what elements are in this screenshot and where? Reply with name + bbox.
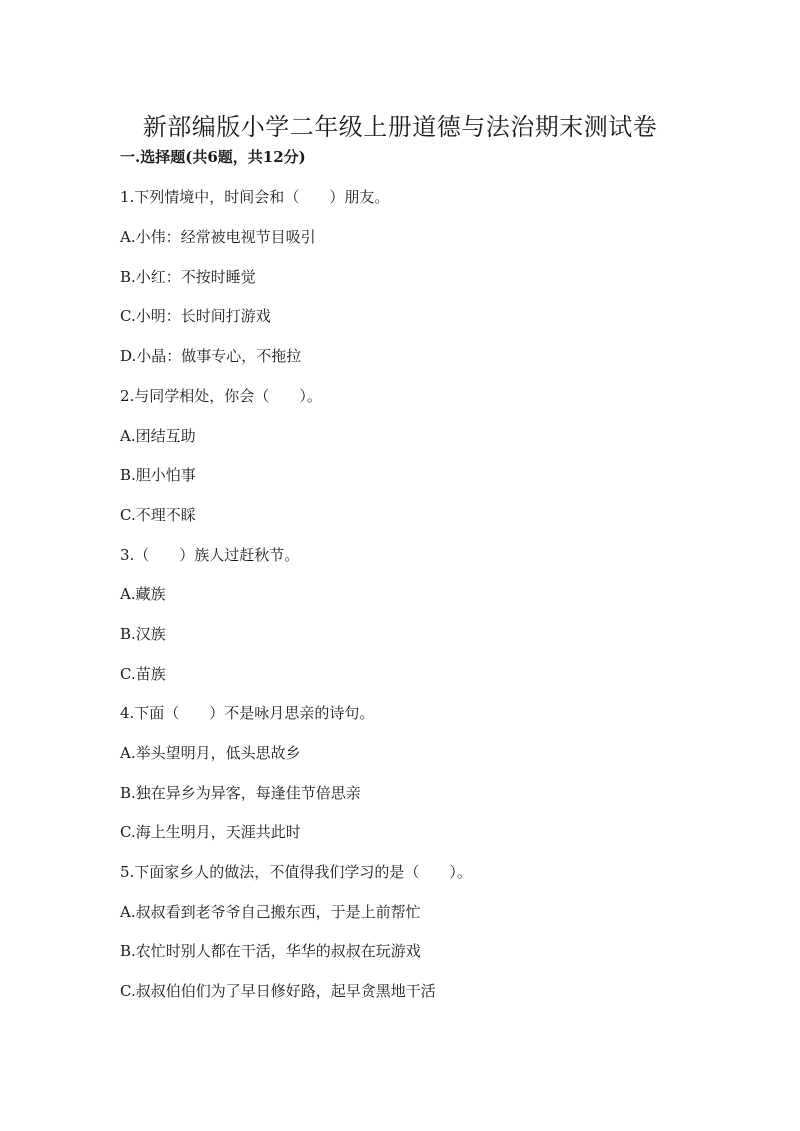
page-title: 新部编版小学二年级上册道德与法治期末测试卷 (142, 113, 658, 142)
question-1-option-a: A.小伟：经常被电视节目吸引 (120, 228, 316, 246)
question-4-option-c: C.海上生明月，天涯共此时 (120, 823, 301, 841)
question-4-stem: 4.下面（ ）不是咏月思亲的诗句。 (120, 704, 375, 722)
question-3-option-c: C.苗族 (120, 665, 166, 683)
question-1-option-c: C.小明：长时间打游戏 (120, 307, 271, 325)
question-3-option-a: A.藏族 (120, 585, 166, 603)
question-5-stem: 5.下面家乡人的做法，不值得我们学习的是（ ）。 (120, 863, 472, 881)
question-2-stem: 2.与同学相处，你会（ ）。 (120, 387, 322, 405)
question-5-option-c: C.叔叔伯伯们为了早日修好路，起早贪黑地干活 (120, 982, 436, 1000)
question-5-option-b: B.农忙时别人都在干活，华华的叔叔在玩游戏 (120, 942, 421, 960)
question-5-option-a: A.叔叔看到老爷爷自己搬东西，于是上前帮忙 (120, 903, 421, 921)
question-2-option-c: C.不理不睬 (120, 506, 196, 524)
section-heading: 一.选择题(共6题，共12分) (120, 148, 306, 166)
question-4-option-b: B.独在异乡为异客，每逢佳节倍思亲 (120, 784, 361, 802)
question-1-option-b: B.小红：不按时睡觉 (120, 268, 256, 286)
question-1-stem: 1.下列情境中，时间会和（ ）朋友。 (120, 188, 390, 206)
question-3-option-b: B.汉族 (120, 625, 166, 643)
question-2-option-b: B.胆小怕事 (120, 466, 196, 484)
question-1-option-d: D.小晶：做事专心，不拖拉 (120, 347, 302, 365)
question-4-option-a: A.举头望明月，低头思故乡 (120, 744, 301, 762)
question-2-option-a: A.团结互助 (120, 427, 196, 445)
question-3-stem: 3.（ ）族人过赶秋节。 (120, 546, 300, 564)
